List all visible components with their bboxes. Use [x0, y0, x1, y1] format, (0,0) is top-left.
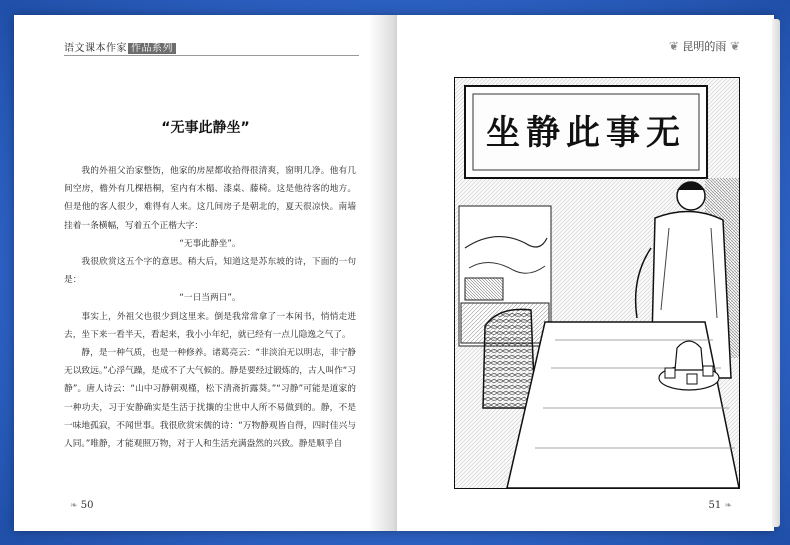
series-tag: 作品系列	[128, 43, 176, 54]
running-header-left	[64, 39, 176, 54]
quote-line: “一日当两日”。	[179, 293, 241, 304]
laurel-ornament-icon: ❦	[668, 39, 679, 53]
open-book	[14, 15, 774, 531]
chapter-title: “无事此静坐”	[161, 120, 250, 136]
illustration-drawing	[455, 78, 739, 488]
paragraph: 我很欣赏这五个字的意思。稍大后，知道这是苏东坡的诗，下面的一句是：	[64, 257, 356, 286]
header-rule	[64, 55, 359, 56]
page-edge	[772, 19, 780, 527]
paragraph: 静，是一种气质，也是一种修养。诸葛亮云：“非淡泊无以明志，非宁静无以致远。”心浮气躁，是成不了大气候的。静是要经过锻炼的，古人叫作“习静”。唐人诗云：“山中习静朝观槿，松下清斋折露葵。”“习静”可能是道家的一种功夫，习于安静确实是生活于扰攘的尘世中人所不易做到的。静，不是一味地孤寂，不闻世事。我很欣赏宋儒的诗：“万物静观皆自得，四时佳兴与人同。”唯静，才能观照万物，对于人和生活充满盎然的兴致。静是顺乎自	[64, 348, 356, 450]
page-number-ornament-icon: ❧	[724, 501, 732, 511]
illustration	[454, 77, 740, 489]
laurel-ornament-icon: ❦	[729, 39, 740, 53]
series-name: 语文课本作家	[64, 43, 127, 54]
left-page	[14, 15, 397, 531]
paragraph: 我的外祖父治家整饬，他家的房屋都收拾得很清爽，窗明几净。他有几间空房，檐外有几棵梧桐，室内有木榻、漆桌、藤椅。这是他待客的地方。但是他的客人很少，难得有人来。这几间房子是朝北的，夏天很凉快。南墙挂着一条横幅，写着五个正楷大字：	[64, 166, 356, 231]
plaque-calligraphy: 坐静此事无	[486, 113, 686, 153]
page-number-value: 51	[708, 500, 722, 511]
right-page	[397, 15, 774, 531]
running-header-right	[669, 38, 740, 54]
page-number-ornament-icon: ❧	[70, 501, 78, 511]
page-number-right	[709, 500, 732, 511]
book-title: 昆明的雨	[682, 40, 727, 53]
page-number-left	[70, 500, 93, 511]
quote-line: “无事此静坐”。	[179, 238, 241, 249]
page-number-value: 50	[80, 500, 94, 511]
paragraph: 事实上，外祖父也很少到这里来。倒是我常常拿了一本闲书，悄悄走进去，坐下来一看半天，看起来，我小小年纪，就已经有一点儿隐逸之气了。	[64, 311, 356, 340]
body-text	[64, 162, 356, 453]
